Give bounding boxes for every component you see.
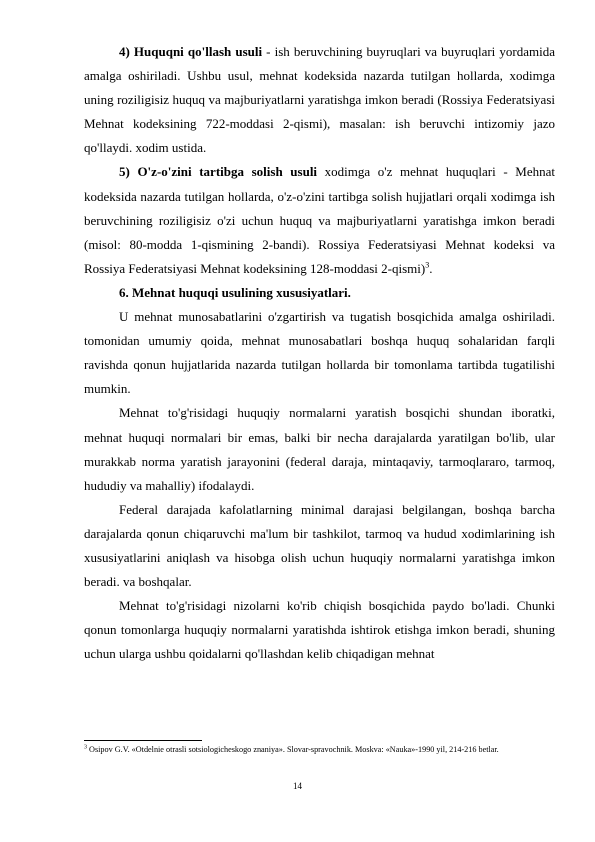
paragraph-text: - ish beruvchining buyruqlari va buyruqlari yordamida amalga oshiriladi. Ushbu usul, mehnat kodeksida nazarda tutilgan hollarda, xodimga uning roziligisiz huquq va majburiyatlarni yaratishga imkon beradi (Rossiya Federatsiyasi Mehnat kodeksining 722-moddasi 2-qismi), masalan: ish beruvchi intizomiy jazo qo'llaydi. xodim ustida.: [84, 44, 555, 156]
body-text: [84, 40, 555, 666]
paragraph-federal-level: Federal darajada kafolatlarning minimal darajasi belgilangan, boshqa barcha darajalarda qonun chiqaruvchi ma'lum bir tashkilot, tarmoq va hudud xodimlarining ish xususiyatlarini aniqlash va hisobga olish uchun huquqiy normalarni yaratishga imkon beradi. va boshqalar.: [84, 501, 555, 590]
paragraph-norm-creation-stage: Mehnat to'g'risidagi huquqiy normalarni yaratish bosqichi shundan iboratki, mehnat huquqi normalari bir emas, balki bir necha darajalarda yaratilgan bo'lib, ular murakkab norma yaratish jarayonini (federal daraja, mintaqaviy, tarmoqlararo, tarmoq, hududiy va mahalliy) ifodalaydi.: [84, 405, 555, 493]
footnote-divider: [84, 740, 202, 741]
paragraph-dispute-stage: Mehnat to'g'risidagi nizolarni ko'rib chiqish bosqichida paydo bo'ladi. Chunki qonun tomonlarga huquqiy normalarni yaratishda ishtirok etishga imkon beradi, shuning uchun ularga ushbu qoidalarni qo'llashdan kelib chiqadigan mehnat: [84, 598, 555, 662]
paragraph-text: xodimga o'z mehnat huquqlari - Mehnat kodeksida nazarda tutilgan hollarda, o'z-o'zini tartibga solish hujjatlari orqali xodimga ish beruvchining roziligisiz o'zi uchun huquq va majburiyatlarni yaratishga imkon beradi (misol: 80-modda 1-qismining 2-bandi). Rossiya Federatsiyasi Mehnat kodeksi va Rossiya Federatsiyasi Mehnat kodeksining 128-moddasi 2-qismi): [84, 164, 555, 276]
paragraph-end: .: [429, 260, 433, 276]
paragraph-termination-stage: U mehnat munosabatlarini o'zgartirish va tugatish bosqichida amalga oshiriladi. tomonidan umumiy qoida, mehnat munosabatlari boshqa huquq sohalaridan farqli ravishda qonun hujjatlarida nazarda tutilgan hollarda bir tomonlama tartibda tugatilishi mumkin.: [84, 309, 555, 397]
paragraph-method-law-application: [84, 40, 555, 160]
paragraph-lead: 4) Huquqni qo'llash usuli: [119, 44, 263, 59]
footnote-marker: 3: [84, 744, 87, 751]
footnote: [84, 744, 555, 755]
paragraph-lead: 5) O'z-o'zini tartibga solish usuli: [119, 164, 318, 180]
paragraph-method-self-regulation: [84, 160, 555, 280]
section-heading: 6. Mehnat huquqi usulining xususiyatlari.: [119, 284, 351, 300]
page-number: 14: [293, 781, 302, 791]
footnote-text: Osipov G.V. «Otdelnie otrasli sotsiologicheskogo znaniya». Slovar-spravochnik. Moskva: «Nauka»-1990 yil, 214-216 betlar.: [87, 745, 499, 754]
footnote-reference: 3: [425, 260, 430, 270]
